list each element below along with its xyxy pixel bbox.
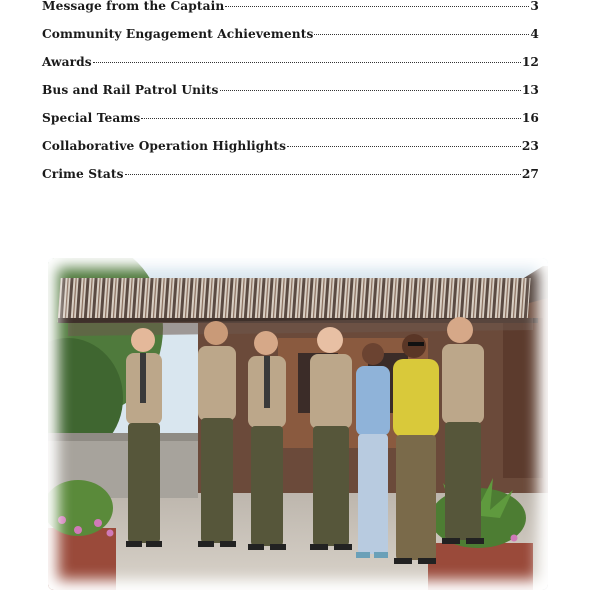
toc-entry-page: 13 <box>521 83 539 97</box>
toc-entry[interactable] <box>42 160 539 188</box>
toc-entry-page: 16 <box>521 111 539 125</box>
toc-entry[interactable] <box>42 76 539 104</box>
toc-dot-leader <box>220 80 521 91</box>
toc-entry-page: 12 <box>521 55 539 69</box>
toc-entry[interactable] <box>42 104 539 132</box>
toc-dot-leader <box>225 0 529 7</box>
toc-entry-page: 27 <box>521 167 539 181</box>
toc-entry-title: Awards <box>42 55 92 69</box>
toc-dot-leader <box>287 136 521 147</box>
toc-entry-title: Message from the Captain <box>42 0 225 13</box>
toc-entry-page: 23 <box>521 139 539 153</box>
deputy-figure <box>442 317 484 544</box>
group-photo <box>48 258 548 590</box>
toc-entry-title: Community Engagement Achievements <box>42 27 314 41</box>
toc-dot-leader <box>93 52 521 63</box>
toc-entry[interactable] <box>42 20 539 48</box>
toc-entry-page: 3 <box>530 0 539 13</box>
toc-entry[interactable] <box>42 132 539 160</box>
community-member-figure <box>356 343 390 558</box>
toc-dot-leader <box>141 108 521 119</box>
toc-entry-title: Crime Stats <box>42 167 124 181</box>
deputy-figure <box>198 321 236 547</box>
toc-entry-title: Special Teams <box>42 111 141 125</box>
toc-entry-page: 4 <box>530 27 539 41</box>
community-member-figure <box>393 334 439 564</box>
toc-entry-title: Collaborative Operation Highlights <box>42 139 287 153</box>
toc-dot-leader <box>125 164 521 175</box>
deputy-figure <box>126 328 162 547</box>
toc-entry[interactable] <box>42 48 539 76</box>
toc-dot-leader <box>314 24 529 35</box>
table-of-contents <box>42 0 539 188</box>
toc-entry[interactable] <box>42 0 539 20</box>
deputy-figure <box>248 331 286 550</box>
deputy-figure <box>310 327 352 550</box>
group-photo-illustration <box>48 258 548 590</box>
toc-entry-title: Bus and Rail Patrol Units <box>42 83 219 97</box>
